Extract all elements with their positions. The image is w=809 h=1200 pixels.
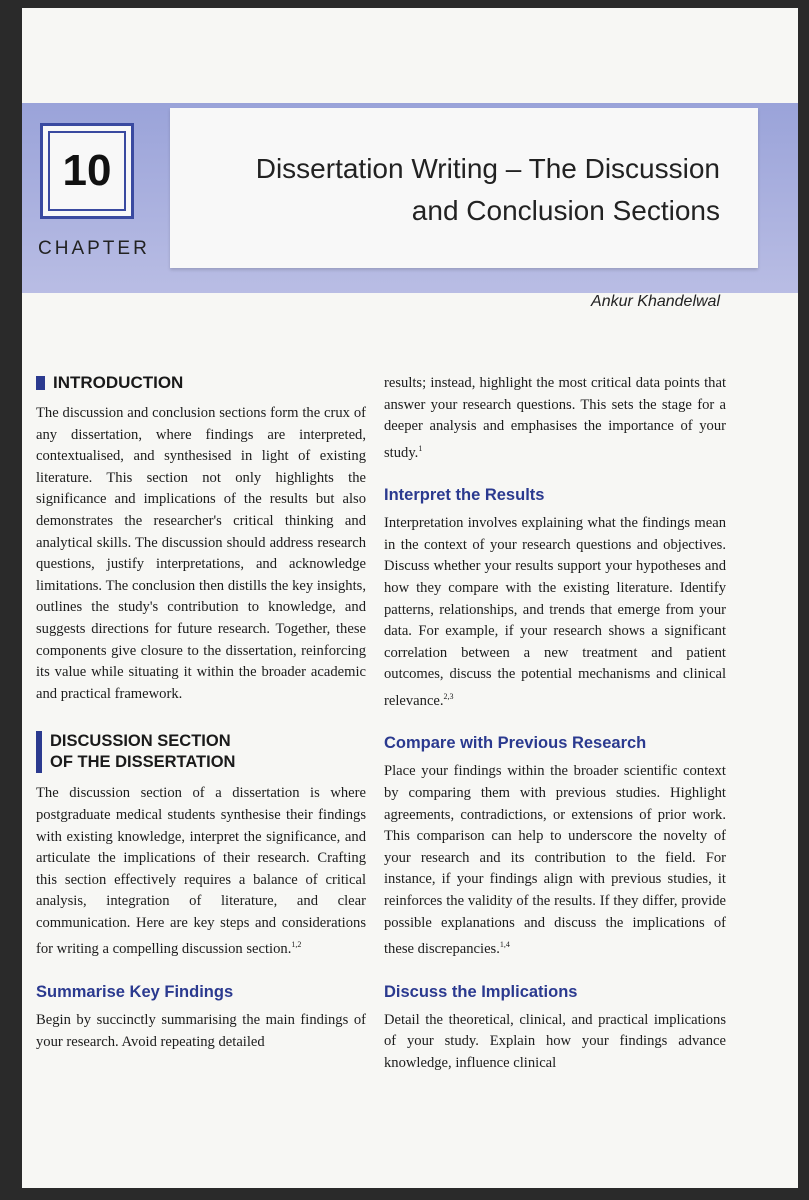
chapter-title <box>160 148 720 232</box>
author-name: Ankur Khandelwal <box>591 293 720 310</box>
reference-superscript: 1,2 <box>291 940 302 950</box>
right-column <box>384 373 726 1074</box>
intro-paragraph: The discussion and conclusion sections form the crux of any dissertation, where findings are interpreted, contextualised, and synthesised in light of existing literature. This section not only highlights the significance and implications of the results but also demonstrates the researcher's critical thinking and analytical skills. The discussion should address research questions, justify interpretations, and acknowledge limitations. The conclusion then distills the key insights, outlines the study's contribution to knowledge, and suggests directions for future research. Together, these components give closure to the dissertation, reinforcing its value while situating it within the broader academic and practical framework. <box>36 405 366 702</box>
discussion-paragraph: The discussion section of a dissertation is where postgraduate medical students synthesise their findings with existing knowledge, interpret the significance, and articulate the implications of their research. Crafting this section effectively requires a balance of critical analysis, integration of literature, and clear communication. Here are key steps and considerations for writing a compelling discussion section.$^{1,2}$ <box>36 785 366 958</box>
interpret-paragraph: Interpretation involves explaining what the findings mean in the context of your research questions and objectives. Discuss whether your results support your hypotheses and how they compare with the existing literature. Identify patterns, relationships, and trends that emerge from your data. For example, if your research shows a significant correlation between a new treatment and patient outcomes, discuss the potential mechanisms and clinical relevance.$^{2,3}$ <box>384 515 726 709</box>
reference-superscript: 1,4 <box>499 940 510 950</box>
heading-marker-icon <box>36 376 45 390</box>
chapter-label: CHAPTER <box>38 238 150 259</box>
chapter-number-box <box>40 123 134 219</box>
summarise-heading: Summarise Key Findings <box>36 982 234 1001</box>
reference-superscript: 2,3 <box>443 691 454 701</box>
discussion-heading: DISCUSSION SECTION OF THE DISSERTATION <box>36 731 366 773</box>
chapter-title-line2: and Conclusion Sections <box>411 195 720 226</box>
reference-superscript: 1 <box>418 443 423 453</box>
implications-paragraph: Detail the theoretical, clinical, and practical implications of your study. Explain how your findings advance knowledge, influence clinical <box>384 1011 726 1071</box>
compare-paragraph: Place your findings within the broader scientific context by comparing them with previous studies. Highlight agreements, contradictions, or extensions of prior work. This comparison can help to underscore the novelty of your research and its contribution to the field. For instance, if your findings align with previous studies, it reinforces the validity of the results. If they differ, provide possible explanations and discuss the implications of these discrepancies.$^{1,4}$ <box>384 763 726 958</box>
intro-heading: INTRODUCTION <box>36 373 366 393</box>
interpret-heading: Interpret the Results <box>384 486 545 505</box>
summarise-paragraph: Begin by succinctly summarising the main findings of your research. Avoid repeating detailed <box>36 1011 366 1050</box>
book-page <box>22 8 798 1188</box>
chapter-title-line1: Dissertation Writing – The Discussion <box>255 153 720 184</box>
left-column <box>36 373 366 1053</box>
compare-heading: Compare with Previous Research <box>384 734 647 753</box>
implications-heading: Discuss the Implications <box>384 982 578 1001</box>
continued-paragraph: results; instead, highlight the most critical data points that answer your research questions. This sets the stage for a deeper analysis and emphasises the importance of your study.$^1$ <box>384 375 726 461</box>
chapter-number: 10 <box>48 131 126 211</box>
